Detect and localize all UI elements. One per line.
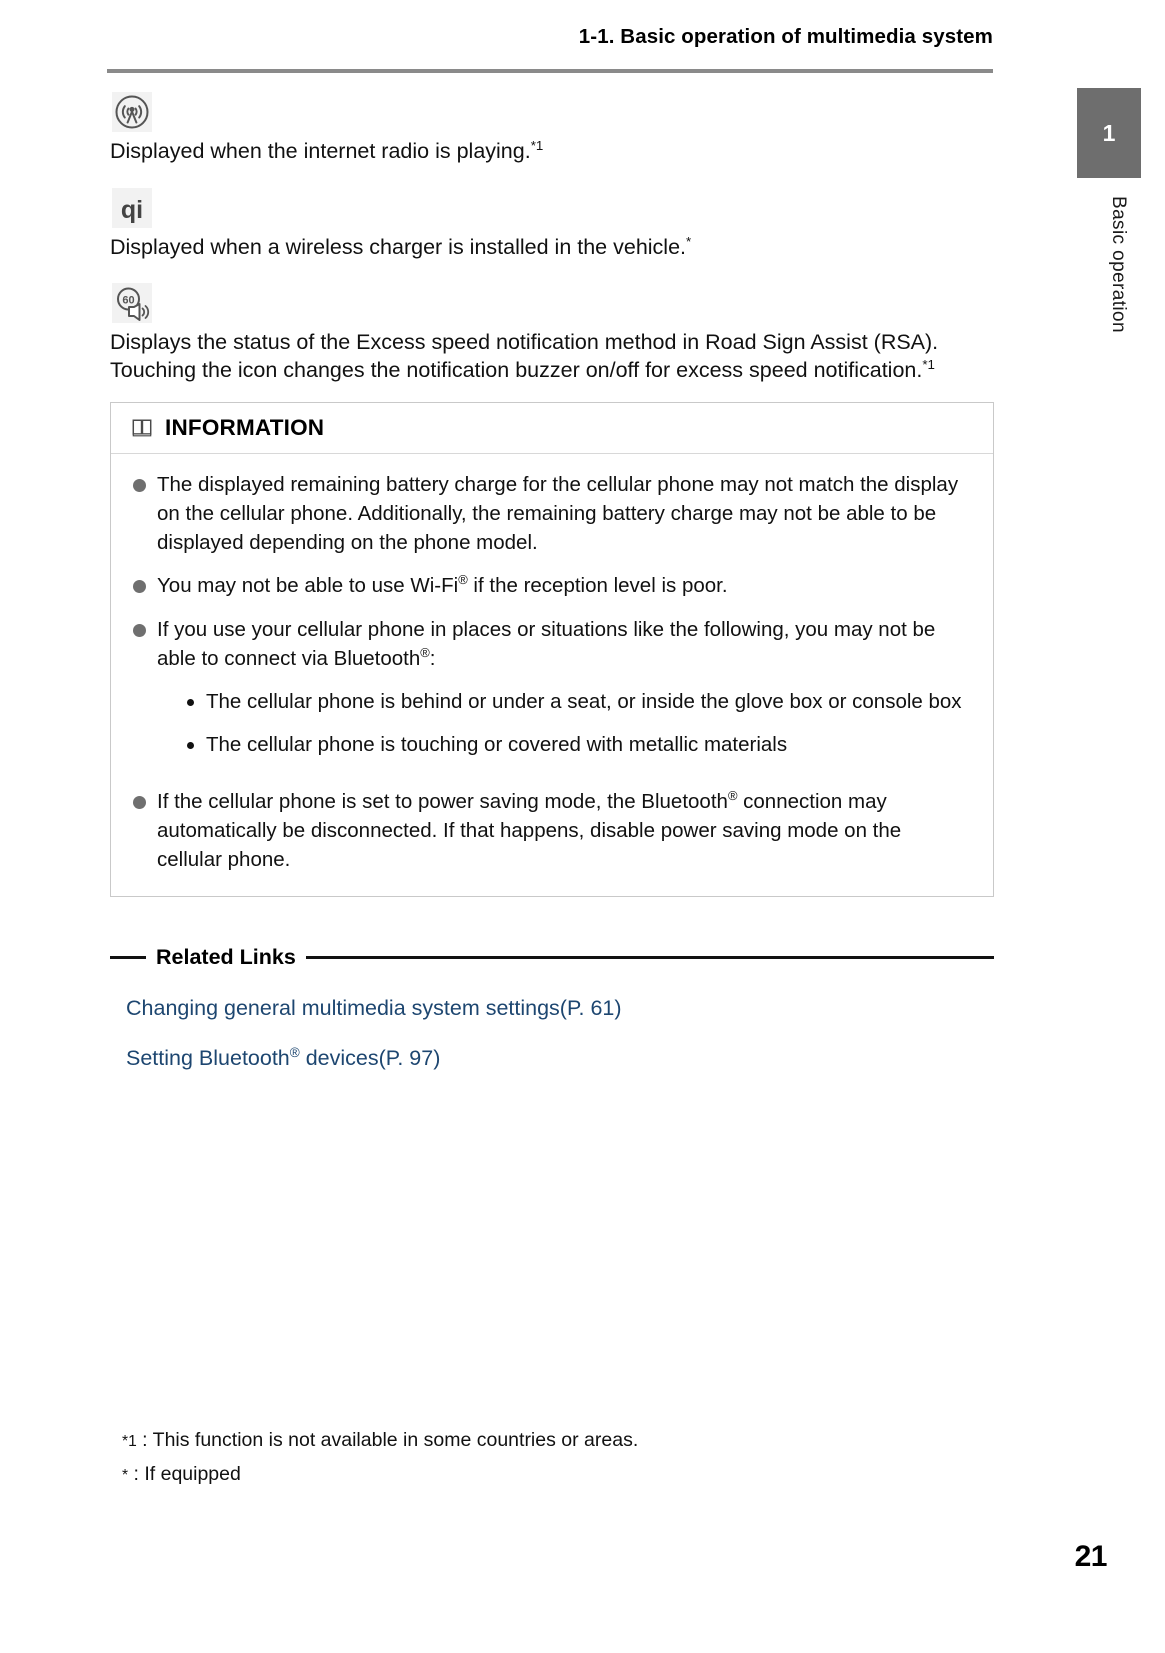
information-bullet-1: The displayed remaining battery charge for the cellular phone may not match the display on the cellular phone. Additionally, the remaining battery charge may not be able to be displayed depending on the phone model. — [157, 473, 959, 555]
internet-radio-text: Displayed when the internet radio is playing. — [110, 139, 531, 163]
qi-wireless-charger-icon — [112, 188, 152, 228]
information-body — [111, 454, 993, 896]
list-item — [131, 615, 971, 773]
information-title: INFORMATION — [165, 415, 325, 441]
related-links-header — [110, 945, 994, 970]
sub-bullet-dot-icon — [187, 699, 194, 706]
related-links-rule — [306, 956, 994, 959]
footnote-marker: *1 — [530, 137, 544, 153]
information-sub-item-1: The cellular phone is behind or under a seat, or inside the glove box or console box — [206, 689, 962, 713]
header-title: 1-1. Basic operation of multimedia system — [578, 25, 993, 48]
svg-text:60: 60 — [122, 294, 135, 307]
registered-mark: ® — [420, 644, 430, 660]
rsa-excess-speed-buzzer-icon — [112, 283, 152, 323]
registered-mark: ® — [458, 572, 468, 588]
wireless-charger-description — [110, 234, 994, 262]
footnote-1-text: This function is not available in some countries or areas. — [152, 1429, 639, 1451]
footnote-1-mark: *1 — [122, 1433, 137, 1450]
list-item — [185, 730, 971, 759]
registered-mark: ® — [289, 1044, 300, 1060]
information-header — [111, 403, 993, 454]
information-box — [110, 402, 994, 897]
bullet-3-text-before: If you use your cellular phone in places or situations like the following, you may not be able to connect via Bluetooth — [157, 617, 936, 670]
main-content — [110, 92, 994, 1072]
chapter-number: 1 — [1102, 119, 1116, 146]
list-item — [131, 470, 971, 557]
svg-text:qi: qi — [120, 195, 144, 224]
bullet-2-text-after: if the reception level is poor. — [467, 574, 728, 598]
internet-radio-broadcast-icon — [112, 92, 152, 132]
list-item — [185, 687, 971, 716]
related-link-1[interactable] — [126, 996, 994, 1022]
bullet-dot-icon — [133, 479, 146, 492]
related-link-1-text: Changing general multimedia system settings(P. 61) — [126, 996, 622, 1021]
information-sub-item-2: The cellular phone is touching or covered with metallic materials — [206, 732, 788, 756]
book-icon — [131, 417, 153, 439]
page-number: 21 — [1074, 1540, 1107, 1573]
information-bullet-2 — [157, 571, 728, 600]
footnotes — [122, 1428, 982, 1497]
footnote-marker: * — [686, 233, 692, 249]
footnote-2-mark: * — [122, 1467, 129, 1485]
information-bullet-3 — [157, 615, 971, 773]
footnote-1 — [122, 1428, 982, 1452]
bullet-3-text-after: : — [429, 646, 436, 670]
bullet-dot-icon — [133, 580, 146, 593]
bullet-2-text-before: You may not be able to use Wi-Fi — [157, 574, 459, 598]
list-item — [131, 787, 971, 874]
related-link-2-text-after: devices(P. 97) — [299, 1046, 441, 1071]
sub-bullet-dot-icon — [187, 742, 194, 749]
related-link-2[interactable] — [126, 1046, 994, 1072]
bullet-4-text-before: If the cellular phone is set to power saving mode, the Bluetooth — [157, 789, 728, 813]
internet-radio-description — [110, 138, 994, 166]
footnote-2 — [122, 1462, 982, 1486]
bullet-4-text-after: connection may automatically be disconnected. If that happens, disable power saving mode on the cellular phone. — [157, 789, 902, 872]
related-links-title: Related Links — [156, 945, 296, 970]
chapter-tab — [1077, 88, 1141, 178]
footnote-1-separator: : — [136, 1429, 153, 1451]
rsa-description — [110, 329, 994, 384]
list-item — [131, 571, 971, 600]
related-link-2-text-before: Setting Bluetooth — [126, 1046, 290, 1071]
wireless-charger-text: Displayed when a wireless charger is installed in the vehicle. — [110, 234, 687, 259]
bullet-dot-icon — [133, 796, 146, 809]
bullet-dot-icon — [133, 624, 146, 637]
related-links-dash — [110, 956, 146, 959]
header-rule — [107, 69, 993, 73]
footnote-2-separator: : — [128, 1463, 145, 1486]
page-header — [107, 26, 993, 49]
rsa-text: Displays the status of the Excess speed notification method in Road Sign Assist (RSA). Touching the icon changes the notification buzzer on/off for excess speed notification. — [110, 330, 939, 382]
information-bullet-4 — [157, 787, 971, 874]
chapter-label: Basic operation — [1108, 196, 1129, 333]
footnote-marker: *1 — [922, 356, 935, 372]
registered-mark: ® — [727, 788, 738, 804]
information-sub-list — [185, 687, 971, 759]
footnote-2-text: If equipped — [144, 1463, 241, 1486]
